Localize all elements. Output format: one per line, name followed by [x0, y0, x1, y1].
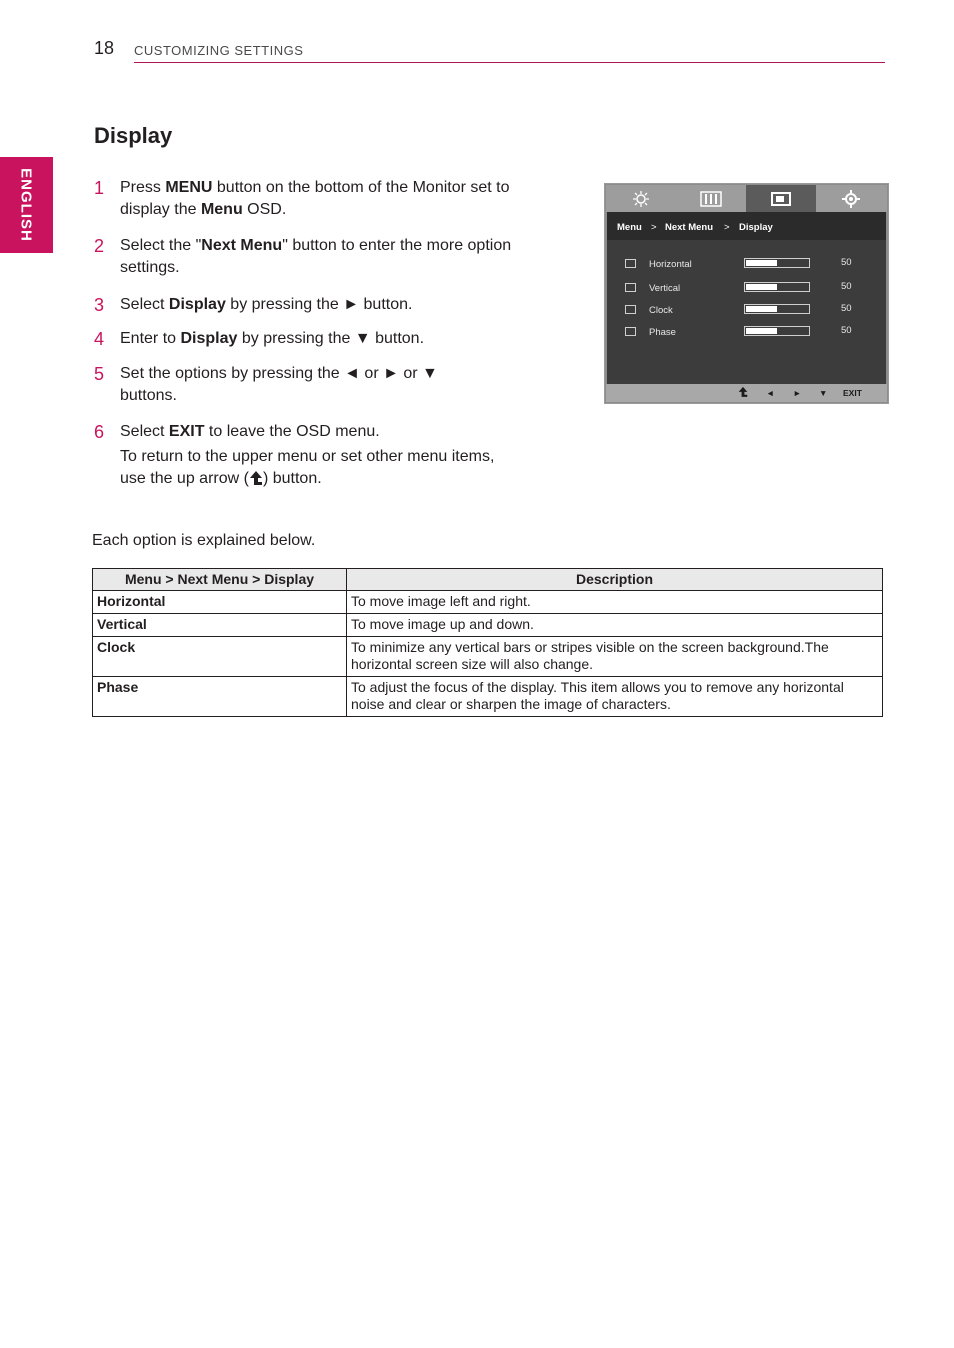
settings-icon [816, 185, 886, 212]
osd-slider-fill [746, 284, 777, 290]
osd-crumb-separator: > [651, 222, 657, 233]
osd-row-label: Clock [649, 305, 673, 316]
step-number: 2 [94, 236, 105, 256]
clock-icon [625, 305, 636, 314]
osd-row-label: Phase [649, 327, 676, 338]
step-4 [94, 328, 524, 352]
phase-icon [625, 327, 636, 336]
osd-crumb-menu: Menu [617, 222, 642, 233]
display-icon [746, 185, 816, 212]
step-number: 5 [94, 364, 105, 384]
color-icon [676, 185, 746, 212]
vertical-icon [625, 283, 636, 292]
up-arrow-icon [249, 470, 263, 485]
up-arrow-icon [738, 386, 748, 399]
osd-slider-fill [746, 328, 777, 334]
osd-slider-fill [746, 306, 777, 312]
osd-row-label: Horizontal [649, 259, 692, 270]
osd-row-value: 50 [841, 303, 852, 314]
step-text: Set the options by pressing the ◄ or ► or ▼ buttons. [120, 365, 438, 404]
osd-crumb-next-menu: Next Menu [665, 222, 714, 233]
column-header: Description [347, 569, 883, 591]
step-2 [94, 235, 524, 281]
osd-left-button: ◄ [766, 388, 775, 398]
osd-screenshot [604, 183, 889, 404]
intro-text: Each option is explained below. [92, 532, 316, 549]
osd-row-vertical [607, 282, 886, 298]
osd-panel [607, 212, 886, 384]
osd-breadcrumb [607, 212, 886, 240]
picture-icon [606, 185, 676, 212]
osd-crumb-separator: > [724, 222, 730, 233]
osd-crumb-current: Display [739, 222, 773, 233]
step-1 [94, 177, 524, 223]
step-text: Enter to Display by pressing the ▼ button. [120, 330, 425, 347]
page-title: Display [94, 123, 173, 148]
table-term: Phase [93, 677, 347, 717]
step-number: 6 [94, 422, 105, 442]
step-text: Select EXIT to leave the OSD menu. [120, 423, 380, 440]
osd-row-phase [607, 326, 886, 342]
osd-row-label: Vertical [649, 283, 681, 294]
table-row [93, 637, 883, 677]
step-3 [94, 294, 524, 318]
page-number: 18 [94, 38, 115, 58]
header-divider [134, 62, 885, 63]
osd-slider [744, 258, 810, 268]
osd-slider [744, 326, 810, 336]
step-text: Select the "Next Menu" button to enter the more option settings. [120, 237, 512, 276]
language-tab [0, 157, 53, 253]
table-row [93, 591, 883, 614]
table-term: Horizontal [93, 591, 347, 614]
language-tab-label: ENGLISH [17, 168, 35, 242]
step-note: To return to the upper menu or set other menu items, use the up arrow ( ) button. [120, 448, 495, 487]
table-description: To move image left and right. [347, 591, 883, 614]
osd-down-button: ▼ [819, 388, 828, 398]
step-5 [94, 363, 524, 409]
step-number: 3 [94, 295, 105, 315]
section-title: CUSTOMIZING SETTINGS [134, 43, 304, 58]
step-number: 1 [94, 178, 105, 198]
osd-row-horizontal [607, 258, 886, 274]
osd-slider [744, 304, 810, 314]
step-6 [94, 421, 524, 493]
column-header: Menu > Next Menu > Display [93, 569, 347, 591]
osd-tab-bar [606, 185, 887, 212]
table-description: To adjust the focus of the display. This item allows you to remove any horizontal noise and clear or sharpen the image of characters. [347, 677, 883, 717]
description-table [92, 568, 883, 717]
step-text: Press MENU button on the bottom of the Monitor set to display the Menu OSD. [120, 179, 510, 218]
horizontal-icon [625, 259, 636, 268]
step-text: Select Display by pressing the ► button. [120, 296, 413, 313]
table-description: To move image up and down. [347, 614, 883, 637]
osd-slider-fill [746, 260, 777, 266]
osd-button-bar [606, 384, 887, 402]
osd-row-value: 50 [841, 257, 852, 268]
osd-row-clock [607, 304, 886, 320]
osd-right-button: ► [793, 388, 802, 398]
table-row [93, 677, 883, 717]
step-number: 4 [94, 329, 105, 349]
osd-row-value: 50 [841, 325, 852, 336]
table-term: Clock [93, 637, 347, 677]
table-row [93, 614, 883, 637]
table-term: Vertical [93, 614, 347, 637]
osd-exit-button: EXIT [843, 388, 862, 398]
table-header-row [93, 569, 883, 591]
osd-slider [744, 282, 810, 292]
osd-row-value: 50 [841, 281, 852, 292]
table-description: To minimize any vertical bars or stripes visible on the screen background.The horizontal screen size will also change. [347, 637, 883, 677]
